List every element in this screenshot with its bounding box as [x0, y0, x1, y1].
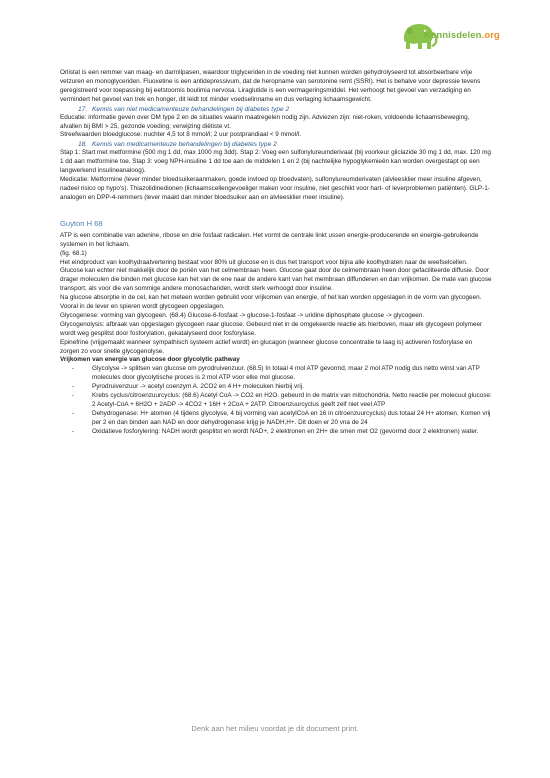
q17-educatie: Educatie: informatie geven over DM type 2 en de situaties waarin maatregelen nodig zijn. Adviezen zijn: niet-roken, voldoende lichaamsbeweging, afvallen bij BMI > 25, gezonde voeding; verwijzing diëtiste vt. [60, 113, 470, 130]
logo-name: Kennisdelen [424, 30, 482, 41]
guyton-p2: (fig. 68.1) [60, 249, 87, 257]
bullet-dash: - [72, 392, 75, 400]
heading-18-number: 18. [78, 141, 88, 149]
q18-medicatie: Medicatie: Metformine (lever minder bloedsuikeraanmaken, goede invloed op bloedvaten), sulfonylureumderivaten (alvleesklier meer insuline afgeven, nadeel risico op hypo's). Thiazolidinedionen (lichaamscellengevoeliger maken voor insuline, niet geschikt voor hart- of leverproblemen patiënten). GLP-1-analogen en DPP-4-remmers (lever maakt dan minder bloedsuiker aan en alvleesklier meer insuline). [60, 176, 490, 201]
heading-17 [60, 105, 492, 114]
q17-streefwaarden: Streefwaarden bloedglucose: nuchter 4,5 tot 8 mmol/l; 2 uur postprandiaal < 9 mmol/l. [60, 131, 302, 139]
page-footer: Denk aan het milieu voordat je dit document print. [191, 724, 359, 733]
document-body [60, 69, 492, 437]
logo-wordmark [424, 30, 500, 41]
guyton-p7: Epinefrine (vrijgemaakt wanneer sympathisch systeem actief wordt) en glucagon (wanneer glucose concentratie te laag is) activeren fosforylase en zorgen zo voor snelle glycogenolyse. [60, 338, 473, 355]
list-item-text: Dehydrogenase: H+ atomen (4 tijdens glycolyse, 4 bij vorming van acetylCoA en 16 in citroenzuurcyclus) dus totaal 24 H+ atomen. Komen vrij per 2 en dan binden aan NAD en door dehydrogenase krijg je NADH,H+. Dit doen er 20 vna de 24 [92, 409, 491, 426]
list-item-text: Glycolyse -> splitsen van glucose om pyrodruivenzuur. (68.5) In totaal 4 mol ATP gevormd, maar 2 mol ATP nodig dus netto winst van ATP molecules door glycolytische proces is 2 mol ATP voor elke mol glucose. [92, 365, 480, 382]
guyton-p3: Het eindproduct van koolhydraatvertering bestaat voor 80% uit glucose en is dus het transport voor bijna alle koolhydraten naar de weefselcellen. Glucose kan echter niet makkelijk door de poriën van het celmembraan heen. Glucose gaat door de celmembraan heen door gefaciliteerde diffusie. Door drager moleculen die binden met glucose kan het van de ene naar de andere kant van het membraan diffunderen en dan vrijkomen. De mate van glucose transport, als voor die van sommige andere monosachariden, wordt sterk verhoogd door insuline. [60, 258, 492, 293]
section-heading-guyton: Guyton H 68 [60, 218, 103, 228]
guyton-p4: Na glucose absorptie in de cel, kan het meteen worden gebruikt voor vrijkomen van energie, of het kan worden opgeslagen in de vorm van glycogeen. Vooral in de lever en spieren wordt glycogeen opgeslagen. [60, 294, 482, 311]
site-logo[interactable] [396, 18, 516, 58]
guyton-p5: Glycogenese: vorming van glycogeen. (68.4) Glucose-6-fosfaat -> glucose-1-fosfaat -> uridine diphosphate glucose -> glycogeen. [60, 311, 425, 319]
list-item [72, 383, 492, 392]
guyton-p8: Vrijkomen van energie van glucose door glycolytic pathway [60, 356, 240, 364]
bullet-dash: - [72, 383, 75, 391]
intro-paragraph: Orlistat is een remmer van maag- en darmlipasen, waardoor triglyceriden in de voeding niet kunnen worden gehydrolyseerd tot absorbeerbare vrije vetzuren en monoglyceriden. Fluoxetine is een antidepressivum, dat de heropname van serotonine remt (SSRI). Het is behalve voor depressie tevens geregistreerd voor toepassing bij eetstoornis boulimia nervosa. Liraglutide is een vermageringsmiddel. Het verhoogt het gevoel van verzadiging en vermindert het gevoel van trek en honger, dit leidt tot minder voedselinname en dus verlaging lichaamsgewicht. [60, 69, 481, 103]
bullet-dash: - [72, 427, 75, 435]
list-item-text: Oxidatieve fosforylering: NADH wordt gesplitst en wordt NAD+, 2 elektronen en 2H+ die smen met O2 (gevormd door 2 elektronen) water. [92, 427, 479, 435]
list-item-text: Krebs cyclus/citroenzuurcyclus: (68.6) Acetyl CoA -> CO2 en H2O. gebeurd in de matrix van mitochondria. Netto reactie per molecuul glucose: 2 Acetyl-CoA + 6H2O + 2ADP -> 4CO2 + 16H + 2CoA + 2ATP. Citroenzuurcyclus geeft zelf niet veel ATP [92, 392, 492, 408]
pathway-list [60, 365, 492, 436]
list-item [72, 410, 492, 428]
logo-suffix: .org [481, 30, 500, 41]
list-item [72, 392, 492, 410]
heading-17-number: 17. [78, 105, 88, 113]
list-item-text: Pyrodruivenzuur -> acetyl coenzym A. 2CO2 en 4 H+ molecuken hierbij vrij. [92, 383, 304, 391]
q18-steps: Stap 1: Start met metformine (500 mg 1 dd, max 1000 mg 3dd). Stap 2: Voeg een sulfonylureumderivaat (bij voorkeur gliclazide 30 mg 1 dd, max. 120 mg 1 dd aan metformine toe. Stap 3: voeg NPH-insuline 1 dd toe aan de middelen 1 en 2 (bij nachtelijke hypoglykemieën kan worden overgestapt op een langwerkend insulineanaloog). [60, 149, 491, 175]
guyton-p6: Glycogenolysis: afbraak van opgeslagen glycogeen naar glucose. Gebeurd niet in de omgekeerde reactie als hierboven, maar elk glycogeen polymeer wordt weg gesplitst door fosforylation, gekatalyseerd door fosforylase. [60, 320, 483, 337]
guyton-p1: ATP is een combinatie van adenine, ribose en drie fosfaat radicalen. Het vormt de centrale linkt ussen energie-producerende en energie-gebruikende systemen in het lichaam. [60, 231, 479, 248]
list-item [72, 365, 492, 383]
bullet-dash: - [72, 365, 75, 373]
heading-18-title: Kennis van medicamenteuze behandelingen bij diabetes type 2 [92, 141, 277, 149]
heading-17-title: Kennis van niet medicamenteuze behandelingen bij diabetes type 2 [92, 105, 290, 113]
list-item [72, 428, 492, 437]
heading-18 [60, 140, 492, 149]
bullet-dash: - [72, 409, 75, 417]
